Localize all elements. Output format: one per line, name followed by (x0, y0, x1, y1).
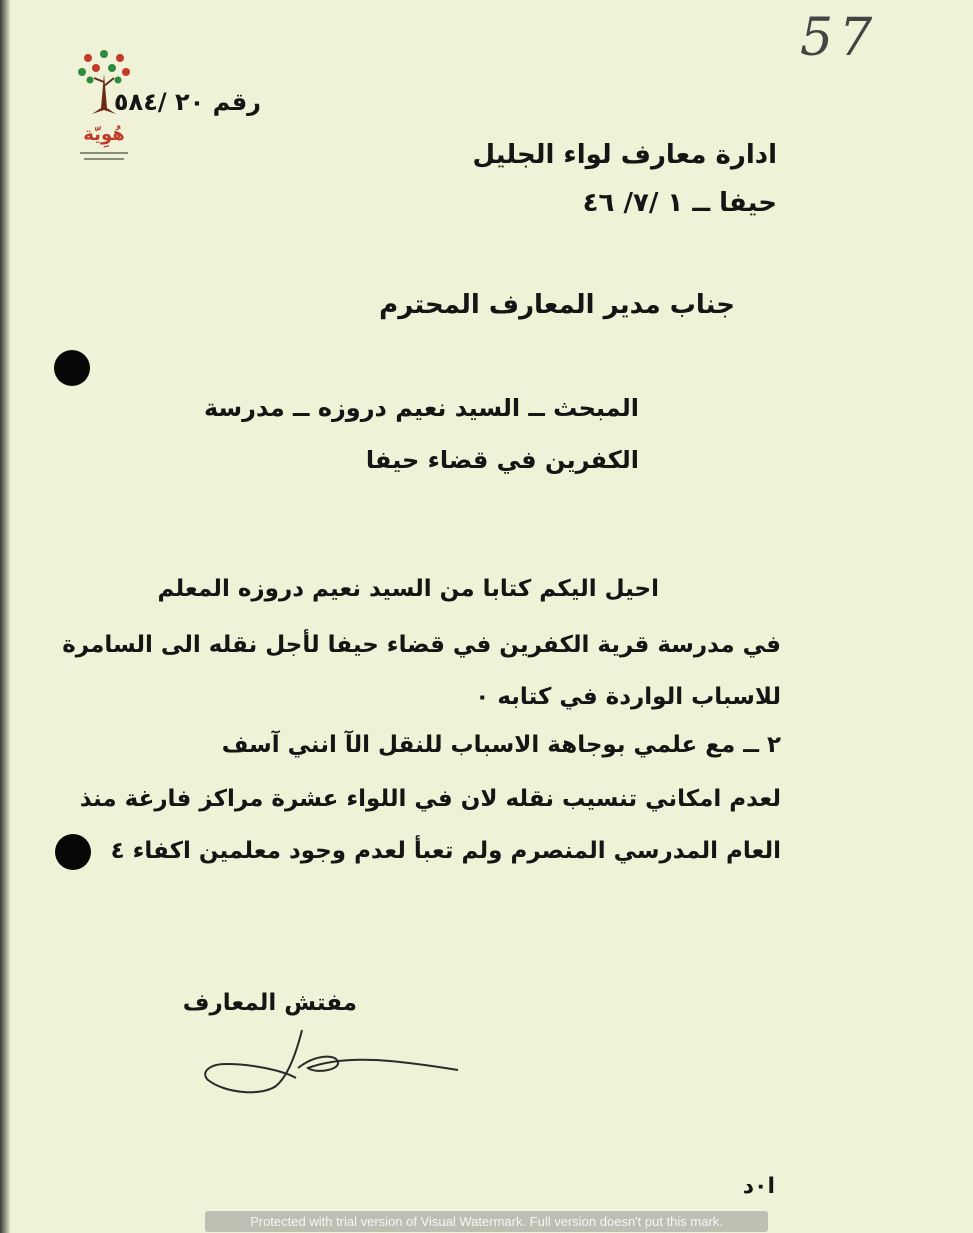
body-line: لعدم امكاني تنسيب نقله لان في اللواء عشرة مراكز فارغة منذ (79, 786, 781, 812)
body-line: احيل اليكم كتابا من السيد نعيم دروزه المعلم (157, 576, 659, 602)
punch-hole (54, 350, 90, 386)
watermark-banner: Protected with trial version of Visual Watermark. Full version doesn't put this mark. (205, 1211, 768, 1232)
salutation: جناب مدير المعارف المحترم (379, 290, 735, 320)
svg-text:هُوِيّة: هُوِيّة (83, 124, 125, 145)
office-header: ادارة معارف لواء الجليل (472, 140, 777, 170)
subject-line: الكفرين في قضاء حيفا (365, 446, 639, 474)
initials: ا٠د (742, 1174, 775, 1199)
body-line: للاسباب الواردة في كتابه ٠ (475, 684, 781, 710)
archive-reference-number: رقم ٢٠ /٥٨٤ (113, 88, 261, 116)
subject-line: المبحث ــ السيد نعيم دروزه ــ مدرسة (204, 394, 639, 422)
handwritten-signature (196, 1024, 466, 1104)
scan-edge-shadow (0, 0, 10, 1233)
place-date-line: حيفا ــ ١ /٧/ ٤٦ (582, 188, 777, 218)
signer-title: مفتش المعارف (182, 990, 357, 1016)
body-line: في مدرسة قرية الكفرين في قضاء حيفا لأجل نقله الى السامرة (62, 632, 781, 658)
body-line: ٢ ــ مع علمي بوجاهة الاسباب للنقل الآ انني آسف (221, 732, 781, 758)
punch-hole (55, 834, 91, 870)
body-line: العام المدرسي المنصرم ولم تعبأ لعدم وجود معلمين اكفاء ٤ (110, 838, 781, 864)
archive-page-number: 57 (800, 8, 879, 68)
